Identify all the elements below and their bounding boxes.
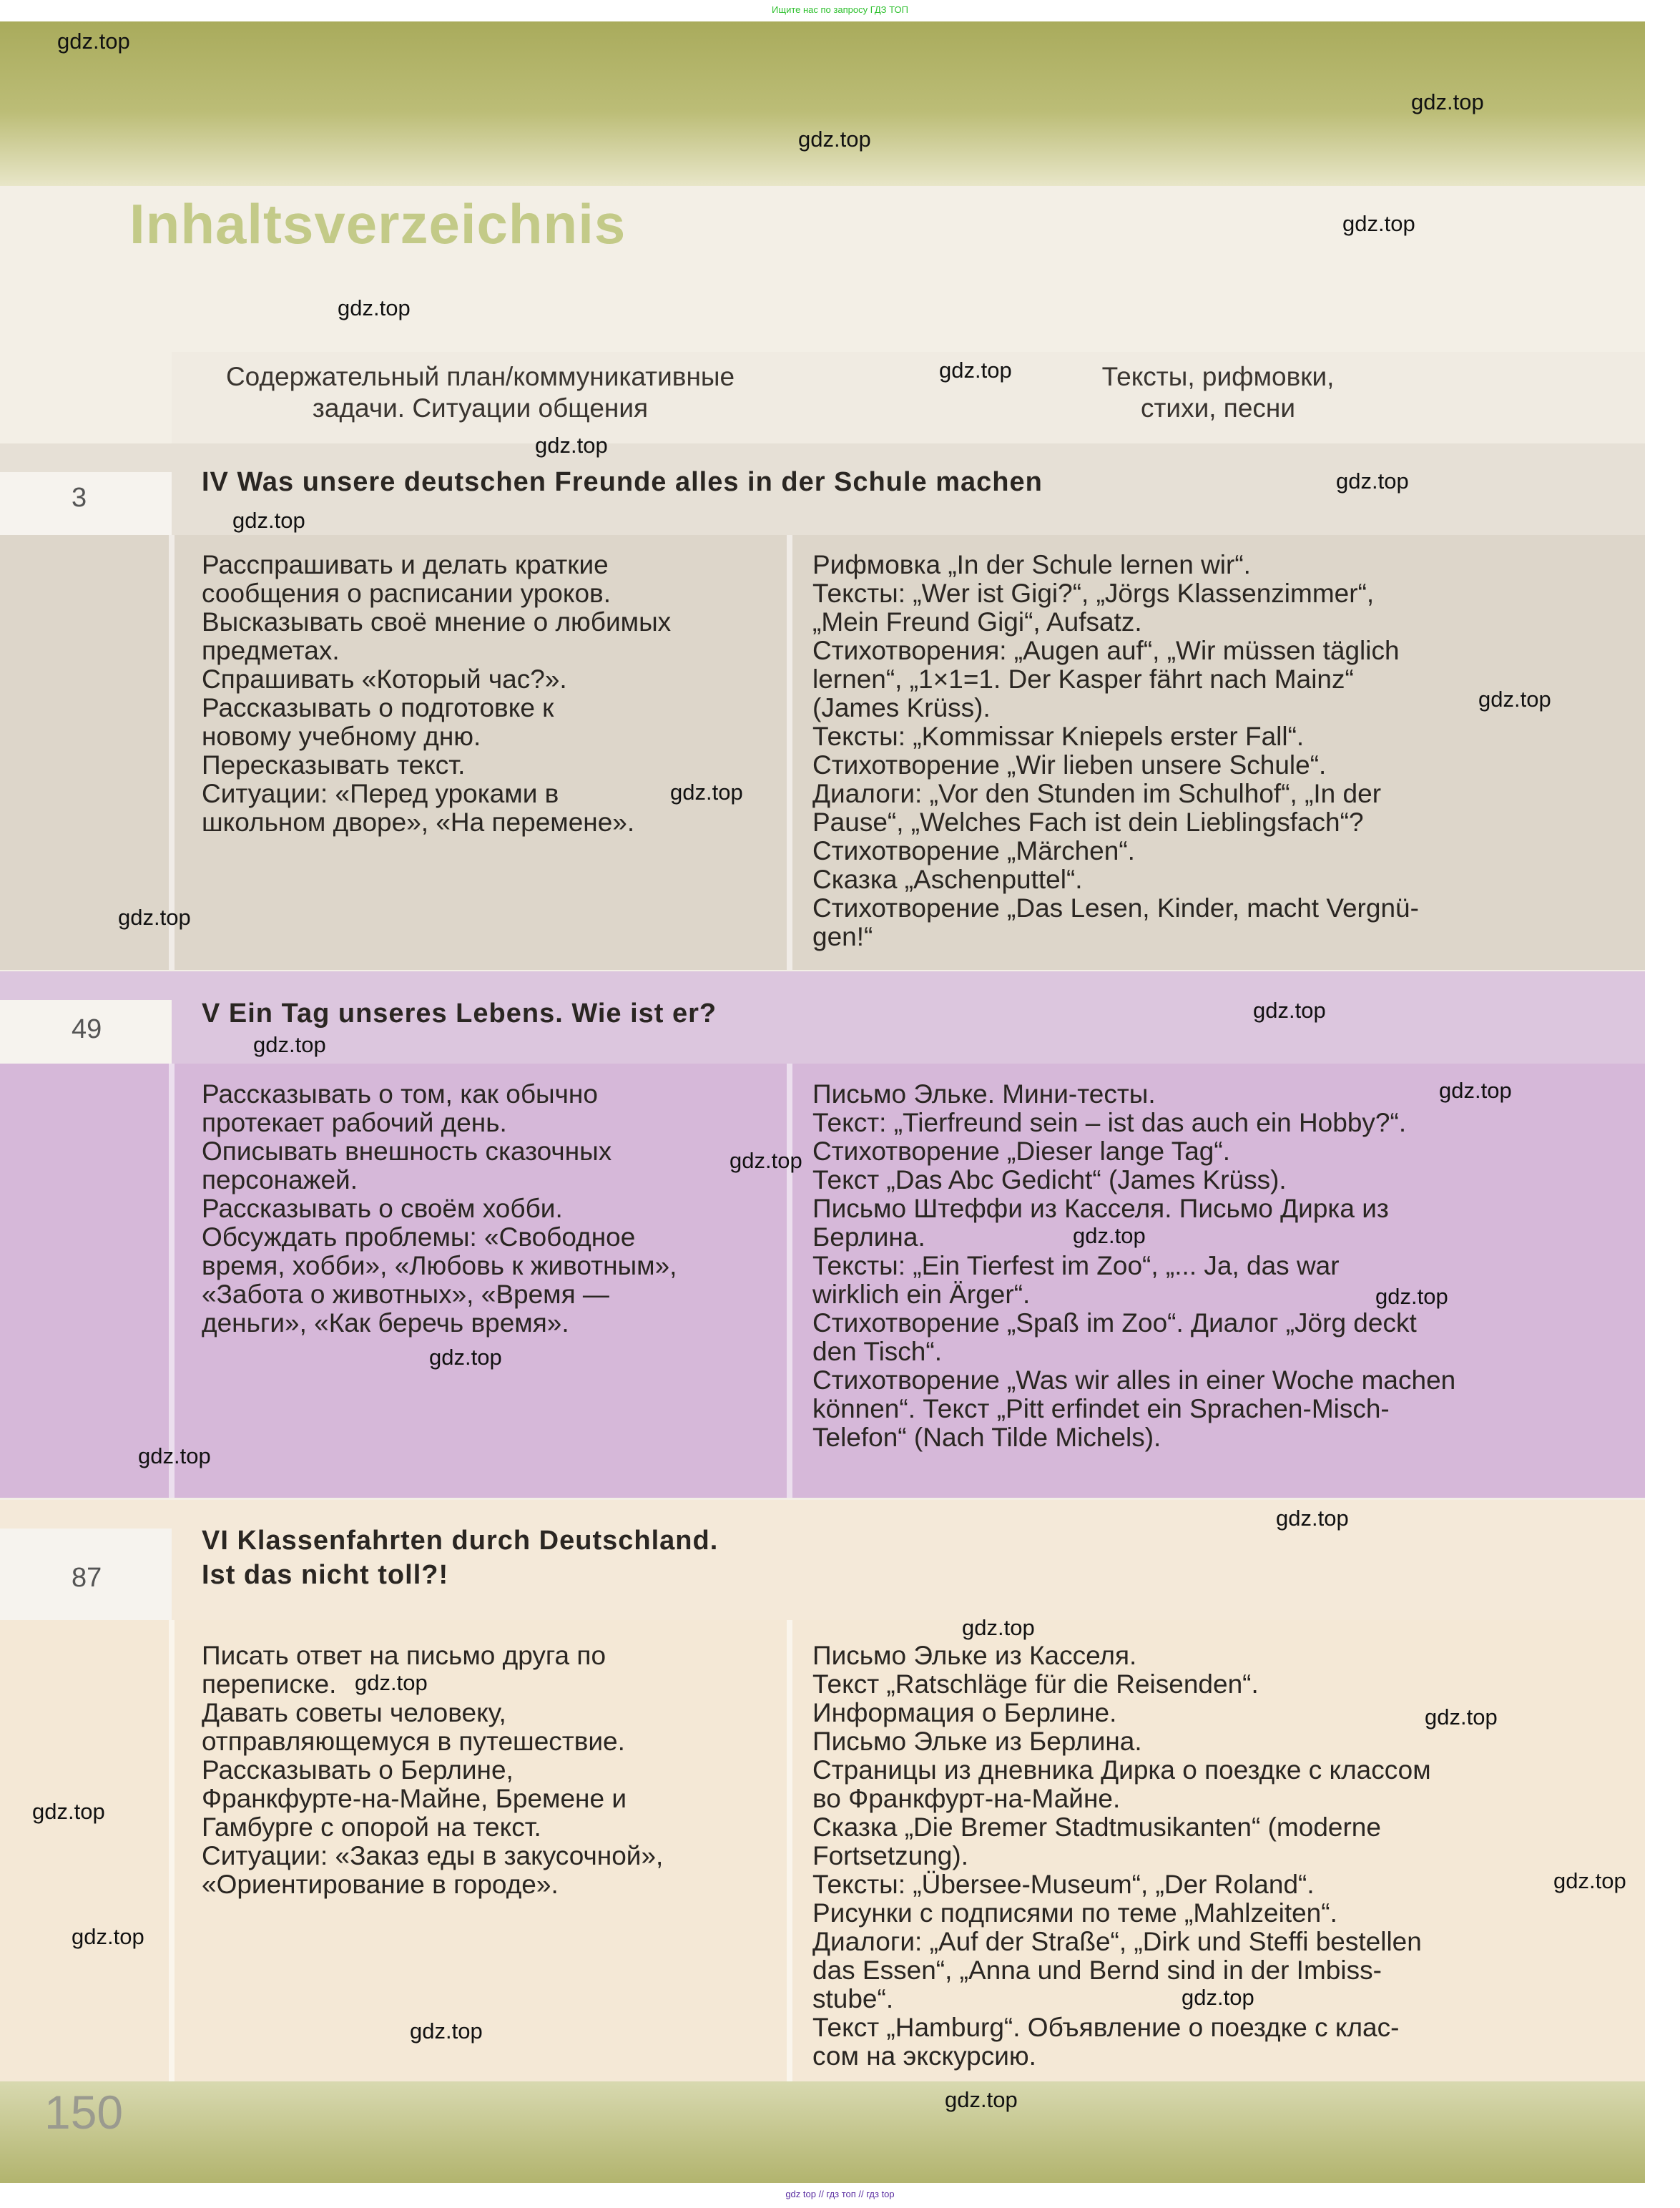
left-line: школьном дворе», «На перемене». <box>202 808 635 837</box>
right-line: Fortsetzung). <box>812 1841 968 1870</box>
right-line: Сказка „Aschenputtel“. <box>812 865 1083 894</box>
watermark: gdz.top <box>1342 211 1415 236</box>
right-line: Текст „Ratschläge für die Reisenden“. <box>812 1669 1259 1699</box>
right-line: во Франкфурт-на-Майне. <box>812 1784 1121 1813</box>
watermark: gdz.top <box>730 1148 802 1173</box>
watermark: gdz.top <box>72 1924 144 1949</box>
top-note: Ищите нас по запросу ГДЗ ТОП <box>772 4 908 15</box>
section-title-line: VI Klassenfahrten durch Deutschland. <box>202 1526 719 1556</box>
right-line: Тексты: „Übersee-Museum“, „Der Roland“. <box>812 1870 1315 1899</box>
right-line: Рифмовка „In der Schule lernen wir“. <box>812 550 1251 579</box>
header-right-line: стихи, песни <box>1140 393 1296 423</box>
right-line: Берлина. <box>812 1222 925 1252</box>
left-line: Спрашивать «Который час?». <box>202 664 567 694</box>
left-line: Рассказывать о подготовке к <box>202 693 554 722</box>
left-line: Ситуации: «Заказ еды в закусочной», <box>202 1841 664 1870</box>
section-title-line: V Ein Tag unseres Lebens. Wie ist er? <box>202 998 717 1029</box>
right-line: Письмо Штеффи из Касселя. Письмо Дирка из <box>812 1194 1389 1223</box>
right-line: den Tisch“. <box>812 1337 942 1366</box>
section-page-number: 3 <box>72 483 87 513</box>
right-line: das Essen“, „Anna und Bernd sind in der Imbiss- <box>812 1956 1382 1985</box>
watermark: gdz.top <box>535 433 608 458</box>
watermark: gdz.top <box>355 1670 428 1695</box>
right-line: Письмо Эльке. Мини-тесты. <box>812 1079 1156 1109</box>
right-line: Рисунки с подписями по теме „Mahlzeiten“. <box>812 1898 1337 1928</box>
header-right-line: Тексты, рифмовки, <box>1101 362 1335 391</box>
section-title <box>202 465 1043 499</box>
right-line: Стихотворение „Dieser lange Tag“. <box>812 1137 1230 1166</box>
right-line: Тексты: „Kommissar Kniepels erster Fall“. <box>812 722 1305 751</box>
left-line: Рассказывать о том, как обычно <box>202 1079 598 1109</box>
right-line: Текст: „Tierfreund sein – ist das auch ein Hobby?“. <box>812 1108 1407 1137</box>
right-line: Диалоги: „Auf der Straße“, „Dirk und Steffi bestellen <box>812 1927 1422 1956</box>
watermark: gdz.top <box>945 2087 1018 2112</box>
left-line: Расспрашивать и делать краткие <box>202 550 609 579</box>
watermark: gdz.top <box>1553 1868 1626 1893</box>
column-divider <box>787 1620 792 2081</box>
left-line: отправляющемуся в путешествие. <box>202 1727 625 1756</box>
left-line: Писать ответ на письмо друга по <box>202 1641 606 1670</box>
header-left <box>172 361 789 424</box>
section-page-number: 87 <box>72 1563 102 1593</box>
right-line: Стихотворения: „Augen auf“, „Wir müssen täglich <box>812 636 1400 665</box>
column-divider <box>787 535 792 970</box>
bottom-band <box>0 2081 1645 2183</box>
section-title <box>202 996 717 1031</box>
right-line: Тексты: „Ein Tierfest im Zoo“, „... Ja, das war <box>812 1251 1340 1280</box>
left-line: Обсуждать проблемы: «Свободное <box>202 1222 636 1252</box>
right-line: stube“. <box>812 1984 894 2013</box>
right-line: Стихотворение „Was wir alles in einer Woche machen <box>812 1365 1456 1395</box>
section-right-column <box>812 1642 1431 2071</box>
watermark: gdz.top <box>1253 998 1326 1023</box>
top-banner <box>0 21 1645 186</box>
watermark: gdz.top <box>410 2018 483 2043</box>
watermark: gdz.top <box>118 905 191 930</box>
left-line: Давать советы человеку, <box>202 1698 506 1727</box>
right-line: Текст „Das Abc Gedicht“ (James Krüss). <box>812 1165 1287 1194</box>
watermark: gdz.top <box>232 508 305 533</box>
watermark: gdz.top <box>1182 1985 1254 2010</box>
section-page-number: 49 <box>72 1014 102 1044</box>
left-line: Франкфурте-на-Майне, Бремене и <box>202 1784 627 1813</box>
section-left-column <box>202 1642 663 1899</box>
left-line: новому учебному дню. <box>202 722 481 751</box>
left-line: Гамбурге с опорой на текст. <box>202 1812 541 1842</box>
page-title: Inhaltsverzeichnis <box>129 192 627 255</box>
number-column-divider <box>169 1620 175 2081</box>
watermark: gdz.top <box>939 358 1012 383</box>
right-line: wirklich ein Ärger“. <box>812 1280 1031 1309</box>
watermark: gdz.top <box>670 780 743 805</box>
left-line: Высказывать своё мнение о любимых <box>202 607 672 637</box>
left-line: «Ориентирование в городе». <box>202 1870 559 1899</box>
right-line: Сказка „Die Bremer Stadtmusikanten“ (moderne <box>812 1812 1381 1842</box>
watermark: gdz.top <box>962 1615 1035 1640</box>
right-line: Pause“, „Welches Fach ist dein Lieblingsfach“? <box>812 808 1364 837</box>
section-title-line: Ist das nicht toll?! <box>202 1560 449 1590</box>
right-line: Письмо Эльке из Касселя. <box>812 1641 1137 1670</box>
column-divider <box>787 1064 792 1498</box>
header-left-line: Содержательный план/коммуникативные <box>225 362 735 391</box>
watermark: gdz.top <box>253 1032 326 1057</box>
right-line: Письмо Эльке из Берлина. <box>812 1727 1142 1756</box>
watermark: gdz.top <box>338 295 411 320</box>
watermark: gdz.top <box>1439 1078 1512 1103</box>
left-line: предметах. <box>202 636 340 665</box>
number-column-divider <box>169 1064 175 1498</box>
left-line: Ситуации: «Перед уроками в <box>202 779 559 808</box>
right-line: Информация о Берлине. <box>812 1698 1117 1727</box>
header-left-line: задачи. Ситуации общения <box>312 393 649 423</box>
watermark: gdz.top <box>138 1443 211 1468</box>
section-right-column <box>812 551 1419 951</box>
left-line: Рассказывать о Берлине, <box>202 1755 514 1785</box>
section-right-column <box>812 1080 1455 1452</box>
section-left-column <box>202 1080 677 1338</box>
right-line: Стихотворение „Spaß im Zoo“. Диалог „Jörg deckt <box>812 1308 1417 1338</box>
left-line: сообщения о расписании уроков. <box>202 579 611 608</box>
left-line: время, хобби», «Любовь к животным», <box>202 1251 677 1280</box>
page-number: 150 <box>44 2086 124 2139</box>
left-line: Описывать внешность сказочных <box>202 1137 612 1166</box>
watermark: gdz.top <box>1425 1704 1498 1729</box>
left-line: персонажей. <box>202 1165 358 1194</box>
right-line: Диалоги: „Vor den Stunden im Schulhof“, „In der <box>812 779 1382 808</box>
watermark: gdz.top <box>1073 1223 1146 1248</box>
section-left-column <box>202 551 671 837</box>
watermark: gdz.top <box>429 1345 502 1370</box>
watermark: gdz.top <box>1276 1506 1349 1531</box>
footer-note: gdz top // гдз топ // гдз top <box>785 2189 895 2199</box>
right-line: lernen“, „1×1=1. Der Kasper fährt nach Mainz“ <box>812 664 1354 694</box>
right-line: „Mein Freund Gigi“, Aufsatz. <box>812 607 1142 637</box>
right-line: können“. Текст „Pitt erfindet ein Sprachen-Misch- <box>812 1394 1390 1423</box>
watermark: gdz.top <box>1375 1284 1448 1309</box>
right-line: Тексты: „Wer ist Gigi?“, „Jörgs Klassenzimmer“, <box>812 579 1375 608</box>
watermark: gdz.top <box>57 29 130 54</box>
right-line: Текст „Hamburg“. Объявление о поездке с клас- <box>812 2013 1400 2042</box>
left-line: переписке. <box>202 1669 337 1699</box>
left-line: протекает рабочий день. <box>202 1108 507 1137</box>
watermark: gdz.top <box>798 127 871 152</box>
right-line: Стихотворение „Wir lieben unsere Schule“. <box>812 750 1327 780</box>
left-line: «Забота о животных», «Время — <box>202 1280 609 1309</box>
watermark: gdz.top <box>1478 687 1551 712</box>
right-line: Стихотворение „Das Lesen, Kinder, macht Vergnü- <box>812 893 1419 923</box>
right-line: gen!“ <box>812 922 873 951</box>
left-line: деньги», «Как беречь время». <box>202 1308 569 1338</box>
watermark: gdz.top <box>1336 468 1409 494</box>
left-line: Рассказывать о своём хобби. <box>202 1194 563 1223</box>
left-line: Пересказывать текст. <box>202 750 466 780</box>
right-line: (James Krüss). <box>812 693 991 722</box>
section-title <box>202 1523 718 1592</box>
right-line: Страницы из дневника Дирка о поездке с классом <box>812 1755 1431 1785</box>
right-line: Telefon“ (Nach Tilde Michels). <box>812 1423 1161 1452</box>
right-line: сом на экскурсию. <box>812 2041 1036 2071</box>
header-right <box>789 361 1647 424</box>
watermark: gdz.top <box>1411 89 1484 114</box>
section-title-line: IV Was unsere deutschen Freunde alles in der Schule machen <box>202 467 1043 497</box>
right-line: Стихотворение „Märchen“. <box>812 836 1135 865</box>
watermark: gdz.top <box>32 1799 105 1824</box>
